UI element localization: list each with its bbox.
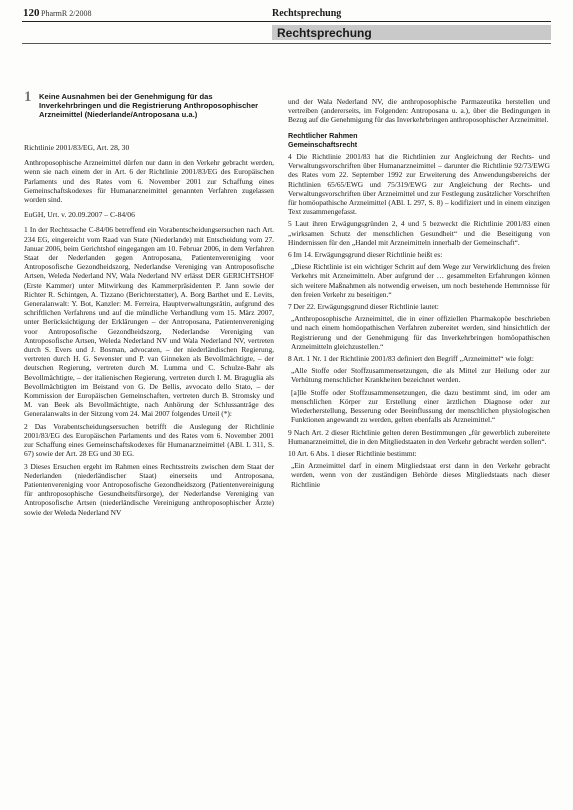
quotation: „Anthroposophische Arzneimittel, die in einer offiziellen Pharmakopöe beschrieben und nach einem homöopathischen Verfahren zubereitet werden, sind hinsichtlich der Registrierung und der Genehmigung für das Inverkehrbringen homöopathischen Arzneimitteln gleichzustellen.“ (291, 314, 550, 351)
page-number: 120 (23, 7, 40, 19)
subsection-heading: Gemeinschaftsrecht (288, 139, 358, 149)
section-heading: Rechtlicher Rahmen (288, 130, 358, 140)
paragraph: 4 Die Richtlinie 2001/83 hat die Richtlinien zur Angleichung der Rechts- und Verwaltungsvorschriften über Humanarzneimittel – darunter die Richtlinie 92/73/EWG des Rates vom 22. September 1992 zur Erweiterung des Anwendungsbereichs der Richtlinien 65/65/EWG und 75/319/EWG zur Angleichung der Rechts- und Verwaltungsvorschriften über Arzneimittel und zur Festlegung zusätzlicher Vorschriften für homöopathische Arzneimittel (ABl. L 297, S. 8) – kodifiziert und in einem einzigen Text zusammengefasst. (288, 152, 550, 217)
left-column (24, 137, 274, 520)
paragraph: 6 Im 14. Erwägungsgrund dieser Richtlinie heißt es: (288, 250, 443, 260)
case-title: Keine Ausnahmen bei der Genehmigung für das Inverkehrbringen und die Registrierung Anthroposophischer Arzneimittel (Niederlande/Antroposana u.a.) (39, 92, 259, 120)
section-band-title: Rechtsprechung (277, 26, 372, 40)
paragraph: 8 Art. 1 Nr. 1 der Richtlinie 2001/83 definiert den Begriff „Arzneimittel“ wie folgt: (288, 354, 534, 364)
band-rule (22, 43, 551, 44)
paragraph: 10 Art. 6 Abs. 1 dieser Richtlinie bestimmt: (288, 448, 417, 458)
court-reference: EuGH, Urt. v. 20.09.2007 – C-84/06 (24, 210, 135, 220)
paragraph: 9 Nach Art. 2 dieser Richtlinie gelten deren Bestimmungen „für gewerblich zubereitete Humanarzneimittel, die in den Mitgliedstaaten in den Verkehr gebracht werden sollen“. (288, 427, 550, 446)
journal-name: PharmR 2/2008 (41, 9, 92, 18)
running-section: Rechtsprechung (272, 8, 342, 19)
paragraph: 7 Der 22. Erwägungsgrund dieser Richtlinie lautet: (288, 302, 439, 312)
quotation: [a]lle Stoffe oder Stoffzusammensetzungen, die dazu bestimmt sind, im oder am menschlichen Körper zur Erstellung einer ärztlichen Diagnose oder zur Wiederherstellung, Besserung oder Beeinflussung der menschlichen physiologischen Funktionen angewandt zu werden, gelten ebenfalls als Arzneimittel.“ (291, 387, 550, 425)
paragraph: 1 In der Rechtssache C-84/06 betreffend ein Vorabentscheidungsersuchen nach Art. 234 EG, eingereicht vom Raad van State (Niederlande) mit Entscheidung vom 27. Januar 2006, beim Gerichtshof eingegangen am 10. Februar 2006, in dem Verfahren Staat der Nederlanden gegen Antroposana, Patientenvereniging voor Antroposofische Gezondheidszorg, Nederlandse Vereniging van Antroposofische Artsen, Weleda Nederland NV, Wala Nederland NV erlässt DER GERICHTSHOF (Erste Kammer) unter Mitwirkung des Kammerpräsidenten P. Jann sowie der Richter R. Schintgen, A. Tizzano (Berichterstatter), A. Borg Barthet und E. Levits, Generalanwalt: Y. Bot, Kanzler: M. Ferreira, Hauptverwaltungsrätin, aufgrund des schriftlichen Verfahrens und auf die mündliche Verhandlung vom 15. März 2007, unter Berücksichtigung der Erklärungen – der Antroposana, Patientenvereniging voor Antroposofische Gezondheidszorg, Nederlandse Vereniging van Antroposofische Artsen, Weleda Nederland NV und Wala Nederland NV, vertreten durch S. Evers und J. Bosman, advocaten, – der niederländischen Regierung, vertreten durch H. G. Sevenster und P. van Ginneken als Bevollmächtigte, – der deutschen Regierung, vertreten durch M. Lumma und C. Schulze-Bahr als Bevollmächtigte, – der italienischen Regierung, vertreten durch I. M. Braguglia als Bevollmächtigten im Beistand von G. De Bellis, avvocato dello Stato, – der Kommission der Europäischen Gemeinschaften, vertreten durch B. Stromsky und M. van Beek als Bevollmächtigte, nach Anhörung der Schlussanträge des Generalanwalts in der Sitzung vom 24. Mai 2007 folgendes Urteil (*): (24, 225, 274, 419)
header-rule (22, 21, 551, 22)
case-number: 1 (24, 89, 32, 105)
quotation: „Ein Arzneimittel darf in einem Mitgliedstaat erst dann in den Verkehr gebracht werden, wenn von der zuständigen Behörde dieses Mitgliedstaats nach dieser Richtlinie (291, 461, 550, 489)
paragraph: 3 Dieses Ersuchen ergeht im Rahmen eines Rechtsstreits zwischen dem Staat der Nederlanden (niederländischer Staat) einerseits und Antroposana, Patientenvereniging voor Antroposofische Gezondheidszorg (Patientenvereinigung für anthroposophische Gesundheitsfürsorge), der Nederlandse Vereniging van Antroposofische Artsen (niederländische Vereinigung anthroposophischer Ärzte) sowie der Weleda Nederland NV (24, 461, 274, 517)
paragraph: 5 Laut ihren Erwägungsgründen 2, 4 und 5 bezweckt die Richtlinie 2001/83 einen „wirksamen Schutz der menschlichen Gesundheit“ und die Beseitigung von Hindernissen für den „Handel mit Arzneimitteln innerhalb der Gemeinschaft“. (288, 219, 550, 247)
case-summary: Anthroposophische Arzneimittel dürfen nur dann in den Verkehr gebracht werden, wenn sie nach einem der in Art. 6 der Richtlinie 2001/83/EG des Europäischen Parlaments und des Rates vom 6. November 2001 zur Schaffung eines Gemeinschaftskodexes für Humanarzneimittel genannten Verfahren zugelassen worden sind. (24, 158, 274, 205)
quotation: „Alle Stoffe oder Stoffzusammensetzungen, die als Mittel zur Heilung oder zur Verhütung menschlicher Krankheiten bezeichnet werden. (291, 366, 550, 385)
quotation: „Diese Richtlinie ist ein wichtiger Schritt auf dem Wege zur Verwirklichung des freien Verkehrs mit Arzneimitteln. Aber aufgrund der … gesammelten Erfahrungen können sich weitere Maßnahmen als notwendig erweisen, um noch bestehende Hemmnisse für den freien Verkehr zu beseitigen.“ (291, 262, 550, 299)
paragraph: 2 Das Vorabentscheidungsersuchen betrifft die Auslegung der Richtlinie 2001/83/EG des Europäischen Parlaments und des Rates vom 6. November 2001 zur Schaffung eines Gemeinschaftskodexes für Humanarzneimittel (ABl. L 311, S. 67) sowie der Art. 28 EG und 30 EG. (24, 421, 274, 459)
paragraph: und der Wala Nederland NV, die anthroposophische Parmazeutika herstellen und vertreiben (andererseits, im Folgenden: Antroposana u. a.), über die Bedingungen in Bezug auf die Genehmigung für das Inverkehrbringen anthroposophischer Arzneimittel. (288, 97, 550, 125)
right-column (288, 97, 550, 492)
directive-reference: Richtlinie 2001/83/EG, Art. 28, 30 (24, 143, 130, 152)
